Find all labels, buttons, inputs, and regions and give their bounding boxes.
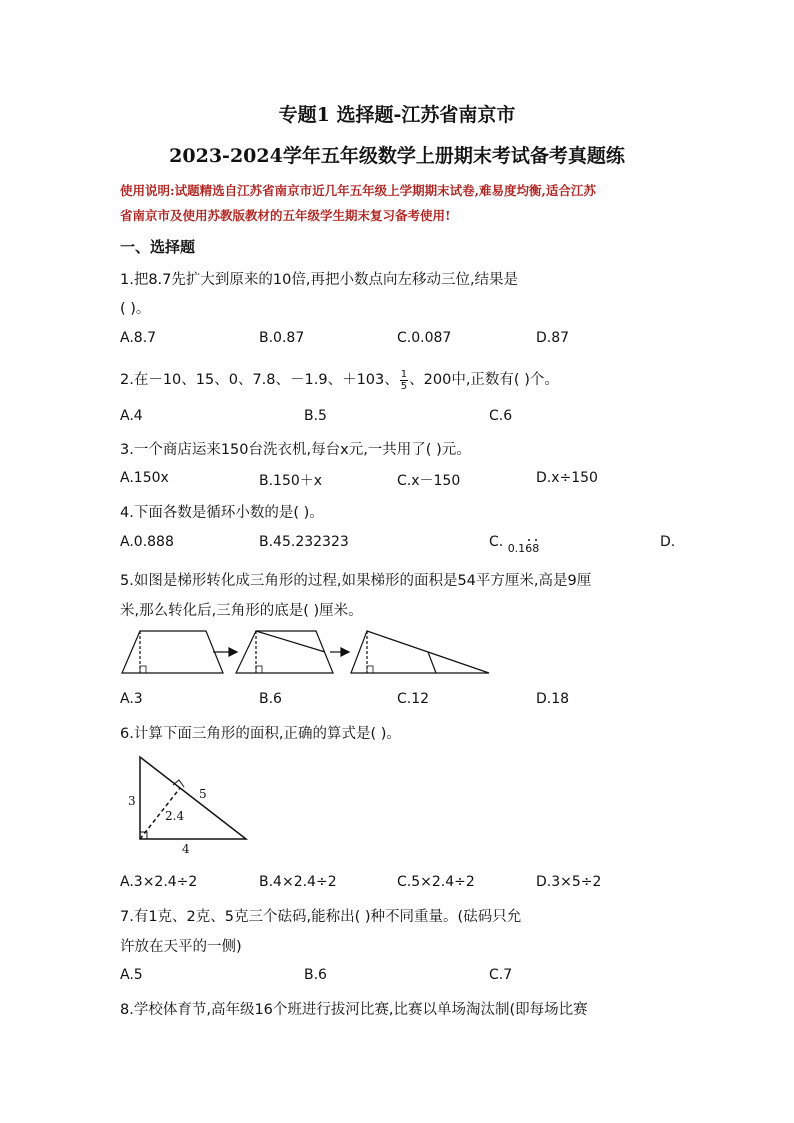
question-2 xyxy=(120,368,559,392)
q6-option-b: B.4×2.4÷2 xyxy=(259,874,337,890)
question-4: 4.下面各数是循环小数的是( )。 xyxy=(120,505,324,521)
question-7-line-1: 7.有1克、2克、5克三个砝码,能称出( )种不同重量。(砝码只允 xyxy=(120,909,522,925)
base-label: 4 xyxy=(182,842,190,856)
section-title: 一、选择题 xyxy=(120,238,196,256)
question-1-line-1: 1.把8.7先扩大到原来的10倍,再把小数点向左移动三位,结果是 xyxy=(120,272,519,288)
q4-option-d: D. xyxy=(660,534,676,550)
trapezoid-cut xyxy=(236,631,333,673)
q1-option-b: B.0.87 xyxy=(259,330,305,346)
trapezoid-to-triangle-figure xyxy=(118,626,498,678)
q2-option-a: A.4 xyxy=(120,408,143,424)
q4-option-c: C. $_{0.168}$ xyxy=(489,534,540,555)
question-2-pre: 2.在－10、15、0、7.8、－1.9、＋103、 xyxy=(120,372,399,388)
q7-option-c: C.7 xyxy=(489,967,513,983)
question-3: 3.一个商店运来150台洗衣机,每台x元,一共用了( )元。 xyxy=(120,442,471,458)
q4-option-b: B.45.232323 xyxy=(259,534,349,550)
q3-option-a: A.150x xyxy=(120,470,169,486)
question-8: 8.学校体育节,高年级16个班进行拔河比赛,比赛以单场淘汰制(即每场比赛 xyxy=(120,1002,588,1018)
question-5-line-2: 米,那么转化后,三角形的底是( )厘米。 xyxy=(120,603,363,619)
q1-option-d: D.87 xyxy=(536,330,570,346)
title-line-1: 专题1 选择题-江苏省南京市 xyxy=(278,104,516,126)
q5-option-a: A.3 xyxy=(120,691,143,707)
triangle-outline xyxy=(140,757,246,839)
q3-option-b: B.150＋x xyxy=(259,473,323,489)
trapezoid xyxy=(122,631,223,673)
repeating-decimal: 0.168 xyxy=(507,542,540,555)
q1-option-a: A.8.7 xyxy=(120,330,157,346)
q6-option-a: A.3×2.4÷2 xyxy=(120,874,198,890)
q5-option-b: B.6 xyxy=(259,691,282,707)
q5-option-d: D.18 xyxy=(536,691,570,707)
fraction-one-fifth: $\frac{1}{5}$ xyxy=(400,368,408,392)
q7-option-b: B.6 xyxy=(304,967,327,983)
question-2-post: 、200中,正数有( )个。 xyxy=(409,372,559,388)
q6-option-d: D.3×5÷2 xyxy=(536,874,602,890)
question-1-line-2: ( )。 xyxy=(120,301,151,317)
usage-note-line-2: 省南京市及使用苏教版教材的五年级学生期末复习备考使用! xyxy=(120,208,451,223)
height-label: 2.4 xyxy=(165,809,185,823)
question-5-line-1: 5.如图是梯形转化成三角形的过程,如果梯形的面积是54平方厘米,高是9厘 xyxy=(120,573,592,589)
q2-option-b: B.5 xyxy=(304,408,327,424)
question-7-line-2: 许放在天平的一侧) xyxy=(120,939,242,955)
q5-option-c: C.12 xyxy=(397,691,430,707)
q7-option-a: A.5 xyxy=(120,967,143,983)
q6-option-c: C.5×2.4÷2 xyxy=(397,874,475,890)
title-line-2: 2023-2024学年五年级数学上册期末考试备考真题练 xyxy=(169,145,625,167)
right-triangle-figure xyxy=(122,752,256,856)
q4-option-a: A.0.888 xyxy=(120,534,174,550)
q3-option-c: C.x－150 xyxy=(397,473,461,489)
question-6: 6.计算下面三角形的面积,正确的算式是( )。 xyxy=(120,726,401,742)
q3-option-d: D.x÷150 xyxy=(536,470,598,486)
side-label-hypotenuse: 5 xyxy=(199,787,207,801)
usage-note-line-1: 使用说明:试题精选自江苏省南京市近几年五年级上学期期末试卷,难易度均衡,适合江苏 xyxy=(120,183,596,198)
triangle xyxy=(351,631,489,673)
side-label-left: 3 xyxy=(128,794,136,808)
q1-option-c: C.0.087 xyxy=(397,330,452,346)
q2-option-c: C.6 xyxy=(489,408,513,424)
